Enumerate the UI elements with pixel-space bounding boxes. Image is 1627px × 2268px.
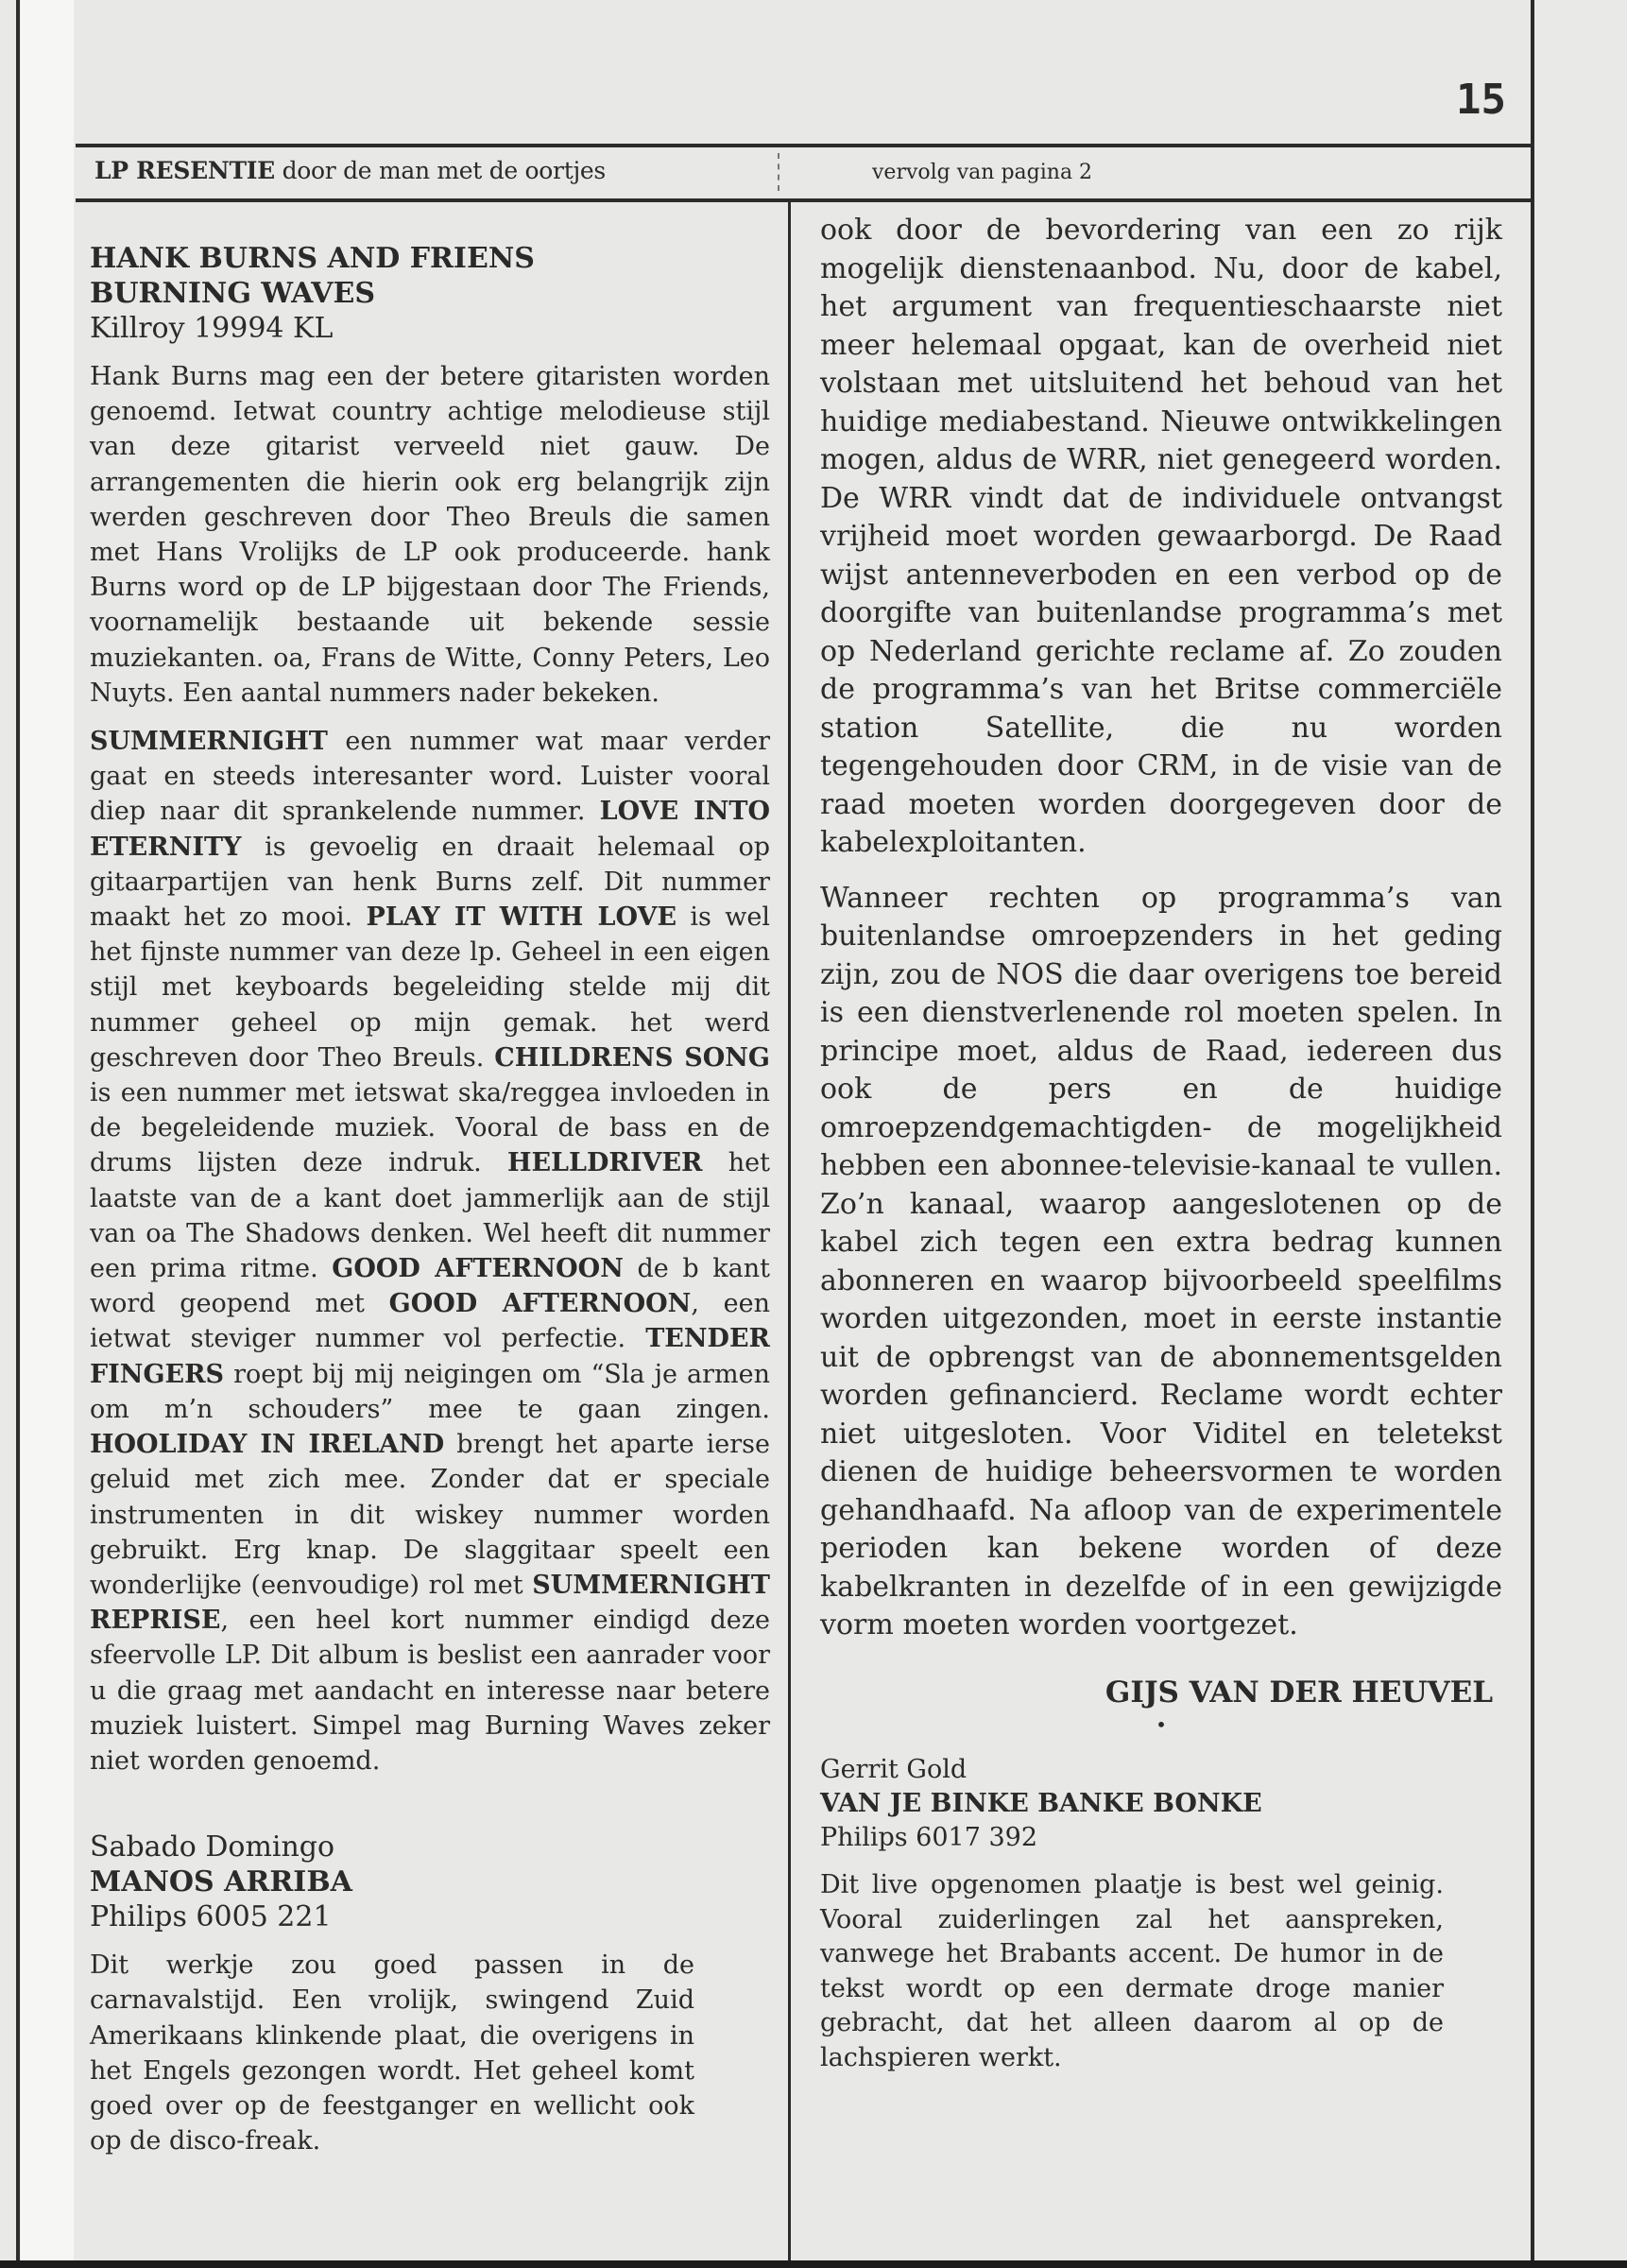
song-description: een nummer wat maar verder gaat en steeds interesanter word. Luister vooral diep naar dit sprankelende nummer. <box>90 727 770 827</box>
song-description: roept bij mij neigingen om “Sla je armen om m’n schouders” mee te gaan zingen. <box>90 1359 770 1424</box>
song-title: TENDER FINGERS <box>90 1324 770 1389</box>
article-paragraph: Wanneer rechten op programma’s van buitenlandse omroepzenders in het geding zijn, zou de NOS die daar overigens toe bereid is een dienstverlenende rol moeten spelen. In principe moet, aldus de Raad, iedereen dus ook de pers en de huidige omroepzendgemachtigden- de mogelijkheid hebben een abonnee-televisie-kanaal te vullen. Zo’n kanaal, waarop aangeslotenen op de kabel zich tegen een extra bedrag kunnen abonneren en waarop bijvoorbeeld speelfilms worden uitgezonden, moet in eerste instantie uit de opbrengst van de abonnementsgelden worden gefinancierd. Reclame wordt echter niet uitgesloten. Voor Viditel en teletekst dienen de huidige beheersvormen te worden gehandhaafd. Na afloop van de experimentele perioden kan bekene worden of deze kabelkranten in dezelfde of in een gewijzigde vorm moeten worden voortgezet. <box>820 881 1502 1641</box>
page-number: 15 <box>1456 76 1506 124</box>
magazine-page <box>76 0 1534 2260</box>
song-description: het laatste van de a kant doet jammerlijk aan de stijl van oa The Shadows denken. Wel heeft dit nummer een prima ritme. <box>90 1148 770 1284</box>
song-description: , een ietwat steviger nummer vol perfectie. <box>90 1289 770 1354</box>
page-bottom-edge <box>0 2260 1627 2268</box>
review-label: Killroy 19994 KL <box>90 312 334 345</box>
song-title: GOOD AFTERNOON <box>388 1289 692 1319</box>
review-album: BURNING WAVES <box>90 277 376 310</box>
song-title: SUMMERNIGHT <box>90 727 328 757</box>
left-margin-rule <box>16 0 20 2268</box>
review-label: Philips 6017 392 <box>820 1823 1038 1852</box>
review-artist: HANK BURNS AND FRIENS <box>90 242 535 275</box>
track-paragraph <box>90 724 770 1778</box>
review-label: Philips 6005 221 <box>90 1900 332 1934</box>
left-column <box>90 200 770 2172</box>
song-title: HOOLIDAY IN IRELAND <box>90 1430 445 1460</box>
review-album: VAN JE BINKE BANKE BONKE <box>820 1789 1262 1818</box>
section-header <box>94 157 606 184</box>
review-paragraph: Hank Burns mag een der betere gitaristen worden genoemd. Ietwat country achtige melodieuse stijl van deze gitarist verveeld niet gauw. De arrangementen die hierin ook erg belangrijk zijn werden geschreven door Theo Breuls die samen met Hans Vrolijks de LP ook produceerde. hank Burns word op de LP bijgestaan door The Friends, voornamelijk bestaande uit bekende sessie muziekanten. oa, Frans de Witte, Conny Peters, Leo Nuyts. Een aantal nummers nader bekeken. <box>90 362 770 708</box>
song-title: GOOD AFTERNOON <box>332 1254 624 1284</box>
continued-note: vervolg van pagina 2 <box>872 161 1093 184</box>
song-title: HELLDRIVER <box>506 1148 703 1178</box>
review-heading <box>820 1753 1502 1855</box>
song-title: SUMMERNIGHT REPRISE <box>90 1570 770 1636</box>
right-column <box>820 200 1502 2092</box>
header-top-rule <box>76 144 1531 147</box>
song-description: is gevoelig en draait helemaal op gitaarpartijen van henk Burns zelf. Dit nummer maakt het zo mooi. <box>90 832 770 933</box>
song-description: brengt het aparte ierse geluid met zich mee. Zonder dat er speciale instrumenten in dit wiskey nummer worden gebruikt. Erg knap. De slaggitaar speelt een wonderlijke (eenvoudige) rol met <box>90 1430 771 1600</box>
review-artist: Gerrit Gold <box>820 1755 968 1784</box>
author-signature: GIJS VAN DER HEUVEL <box>1105 1675 1493 1710</box>
song-description: is een nummer met ietswat ska/reggea invloeden in de begeleidende muziek. Vooral de bass en de drums lijsten deze indruk. <box>90 1078 770 1178</box>
review-paragraph: Dit live opgenomen plaatje is best wel geinig. Vooral zuiderlingen zal het aanspreken, vanwege het Brabants accent. De humor in de tekst wordt op een dermate droge manier gebracht, dat het alleen daarom al op de lachspieren werkt. <box>820 1870 1444 2072</box>
review-artist: Sabado Domingo <box>90 1830 335 1864</box>
review-album: MANOS ARRIBA <box>90 1865 352 1899</box>
review-paragraph: Dit werkje zou goed passen in de carnavalstijd. Een vrolijk, swingend Zuid Amerikaans klinkende plaat, die overigens in het Engels gezongen wordt. Het geheel komt goed over op de feestganger en wellicht ook op de disco-freak. <box>90 1950 694 2156</box>
article-paragraph: ook door de bevordering van een zo rijk mogelijk dienstenaanbod. Nu, door de kabel, het argument van frequentieschaarste niet meer helemaal opgaat, kan de overheid niet volstaan met uitsluitend het behoud van het huidige mediabestand. Nieuwe ontwikkelingen mogen, aldus de WRR, niet genegeerd worden. De WRR vindt dat de individuele ontvangst vrijheid moet worden gewaarborgd. De Raad wijst antenneverboden en een verbod op de doorgifte van buitenlandse programma’s met op Nederland gerichte reclame af. Zo zouden de programma’s van het Britse commerciële station Satellite, die nu worden tegengehouden door CRM, in de visie van de raad moeten worden doorgegeven door de kabelexploitanten. <box>820 214 1502 859</box>
column-divider <box>788 200 791 2260</box>
song-title: CHILDRENS SONG <box>494 1042 770 1073</box>
section-byline: door de man met de oortjes <box>282 157 606 184</box>
song-description: de b kant word geopend met <box>90 1254 770 1319</box>
section-title: LP RESENTIE <box>94 157 275 184</box>
song-title: LOVE INTO ETERNITY <box>90 797 770 862</box>
song-title: PLAY IT WITH LOVE <box>366 902 677 933</box>
header-divider <box>778 153 779 191</box>
song-description: , een heel kort nummer eindigd deze sfeervolle LP. Dit album is beslist een aanrader voor u die graag met aandacht en interesse naar betere muziek luistert. Simpel mag Burning Waves zeker niet worden genoemd. <box>90 1606 770 1776</box>
separator-dot: • <box>1156 1713 1167 1736</box>
review-heading <box>90 1830 770 1934</box>
left-margin <box>21 0 74 2268</box>
review-heading <box>90 241 770 346</box>
song-description: is wel het fijnste nummer van deze lp. Geheel in een eigen stijl met keyboards begeleiding stelde mij dit nummer geheel op mijn gemak. het werd geschreven door Theo Breuls. <box>90 902 770 1073</box>
